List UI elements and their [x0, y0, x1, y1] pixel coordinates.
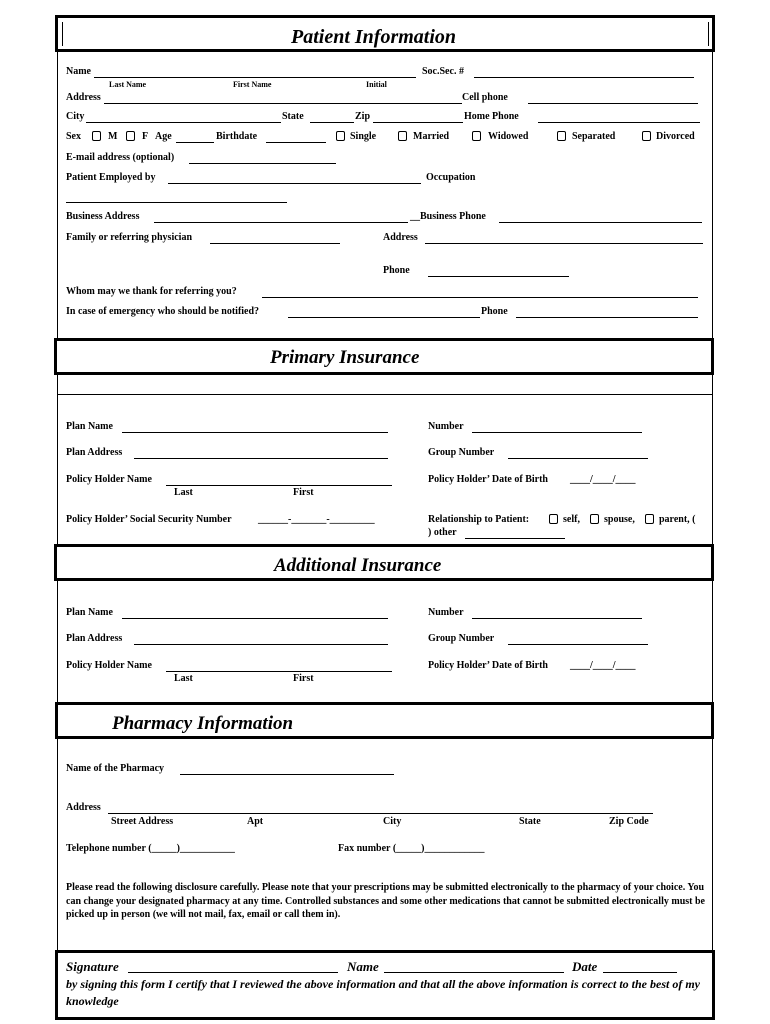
left-rule [62, 22, 63, 46]
signature-name-field[interactable] [384, 972, 564, 973]
physician-address-field[interactable] [425, 243, 703, 244]
name-field[interactable] [94, 77, 416, 78]
section-border-right [712, 52, 713, 340]
birthdate-label: Birthdate [216, 131, 258, 142]
sex-label: Sex [66, 131, 81, 142]
relationship-other-field[interactable] [465, 538, 565, 539]
employed-by-label: Patient Employed by [66, 172, 156, 183]
state-caption: State [519, 816, 541, 827]
last-name-caption: Last Name [109, 80, 147, 89]
fax-number-field[interactable]: Fax number (_____)____________ [338, 843, 485, 854]
signature-field[interactable] [128, 972, 338, 973]
city-field[interactable] [86, 122, 281, 123]
occupation-field[interactable] [66, 202, 287, 203]
section-border-left [57, 52, 58, 340]
apt-caption: Apt [247, 816, 264, 827]
physician-phone-field[interactable] [428, 276, 569, 277]
signature-name-label: Name [347, 959, 379, 974]
additional-group-number-field[interactable] [508, 644, 648, 645]
first-name-caption: First Name [233, 80, 272, 89]
additional-plan-address-field[interactable] [134, 644, 388, 645]
city-label: City [66, 111, 85, 122]
age-label: Age [155, 131, 172, 142]
zip-label: Zip [355, 111, 371, 122]
relationship-parent-label: parent, ( [659, 514, 696, 525]
sex-m-checkbox[interactable] [92, 131, 101, 141]
pharmacy-address-label: Address [66, 802, 101, 813]
separated-label: Separated [572, 131, 616, 142]
signature-date-field[interactable] [603, 972, 677, 973]
divorced-checkbox[interactable] [642, 131, 651, 141]
primary-ssn-label: Policy Holder’ Social Security Number [66, 514, 232, 525]
additional-holder-dob-field[interactable]: ____/____/____ [570, 660, 636, 671]
additional-last-caption: Last [174, 673, 193, 684]
primary-plan-name-field[interactable] [122, 432, 388, 433]
primary-holder-dob-label: Policy Holder’ Date of Birth [428, 474, 548, 485]
additional-first-caption: First [293, 673, 314, 684]
business-phone-label: __Business Phone [410, 211, 486, 222]
zip-field[interactable] [373, 122, 463, 123]
birthdate-field[interactable] [266, 142, 326, 143]
disclosure-text: Please read the following disclosure carefully. Please note that your prescriptions may be submitted electronically to the pharmacy of your choice. You can change your designated pharmacy at any time. Controlled substances and some other medications that cannot be submitted electronically must be picked up in person (we will not mail, fax, email or call them in). [66, 882, 705, 920]
cell-phone-label: Cell phone [462, 92, 508, 103]
additional-plan-name-field[interactable] [122, 618, 388, 619]
referral-label: Whom may we thank for referring you? [66, 286, 237, 297]
divorced-label: Divorced [656, 131, 695, 142]
pharmacy-name-field[interactable] [180, 774, 394, 775]
relationship-parent-checkbox[interactable] [645, 514, 654, 524]
physician-phone-label: Phone [383, 265, 410, 276]
relationship-other-label: ) other [428, 527, 457, 538]
occupation-label: Occupation [426, 172, 476, 183]
additional-holder-name-label: Policy Holder Name [66, 660, 152, 671]
primary-plan-address-field[interactable] [134, 458, 388, 459]
section-border-right [712, 375, 713, 545]
sex-f-checkbox[interactable] [126, 131, 135, 141]
email-label: E-mail address (optional) [66, 152, 175, 163]
primary-last-caption: Last [174, 487, 193, 498]
email-field[interactable] [189, 163, 336, 164]
address-label: Address [66, 92, 101, 103]
employed-by-field[interactable] [168, 183, 421, 184]
socsec-field[interactable] [474, 77, 694, 78]
home-phone-label: Home Phone [464, 111, 519, 122]
primary-plan-name-label: Plan Name [66, 421, 113, 432]
primary-holder-name-label: Policy Holder Name [66, 474, 152, 485]
single-label: Single [350, 131, 377, 142]
primary-plan-address-label: Plan Address [66, 447, 123, 458]
business-address-field[interactable] [154, 222, 408, 223]
section-border-right [712, 581, 713, 703]
socsec-label: Soc.Sec. # [422, 66, 464, 77]
pharmacy-name-label: Name of the Pharmacy [66, 763, 165, 774]
relationship-spouse-checkbox[interactable] [590, 514, 599, 524]
right-rule [708, 22, 709, 46]
business-phone-field[interactable] [499, 222, 702, 223]
state-label: State [282, 111, 304, 122]
section-divider [57, 394, 712, 395]
emergency-contact-label: In case of emergency who should be notified? [66, 306, 260, 317]
primary-holder-dob-field[interactable]: ____/____/____ [570, 474, 636, 485]
additional-plan-name-label: Plan Name [66, 607, 113, 618]
street-address-caption: Street Address [111, 816, 174, 827]
emergency-contact-field[interactable] [288, 317, 480, 318]
state-field[interactable] [310, 122, 354, 123]
sex-m-label: M [108, 131, 118, 142]
primary-group-number-field[interactable] [508, 458, 648, 459]
name-label: Name [66, 66, 91, 77]
signature-date-label: Date [572, 959, 598, 974]
section-border-left [57, 739, 58, 951]
section-border-right [712, 739, 713, 951]
home-phone-field[interactable] [538, 122, 700, 123]
widowed-label: Widowed [488, 131, 529, 142]
physician-field[interactable] [210, 243, 340, 244]
primary-first-caption: First [293, 487, 314, 498]
additional-number-label: Number [428, 607, 464, 618]
primary-number-field[interactable] [472, 432, 642, 433]
additional-insurance-heading: Additional Insurance [274, 555, 442, 576]
additional-group-number-label: Group Number [428, 633, 495, 644]
physician-address-label: Address [383, 232, 418, 243]
city-caption: City [383, 816, 402, 827]
section-border-left [57, 375, 58, 545]
additional-number-field[interactable] [472, 618, 642, 619]
sex-f-label: F [142, 131, 149, 142]
patient-information-heading: Patient Information [291, 26, 457, 48]
separated-checkbox[interactable] [557, 131, 566, 141]
section-border-left [57, 581, 58, 703]
single-checkbox[interactable] [336, 131, 345, 141]
telephone-number-field[interactable]: Telephone number (_____)___________ [66, 843, 235, 854]
address-field[interactable] [104, 103, 462, 104]
referral-field[interactable] [262, 297, 698, 298]
age-field[interactable] [176, 142, 214, 143]
additional-plan-address-label: Plan Address [66, 633, 123, 644]
additional-holder-name-field[interactable] [166, 671, 392, 672]
cell-phone-field[interactable] [528, 103, 698, 104]
relationship-self-checkbox[interactable] [549, 514, 558, 524]
signature-label: Signature [66, 959, 119, 974]
initial-caption: Initial [366, 80, 387, 89]
business-address-label: Business Address [66, 211, 140, 222]
married-label: Married [413, 131, 450, 142]
primary-group-number-label: Group Number [428, 447, 495, 458]
emergency-phone-label: Phone [481, 306, 508, 317]
widowed-checkbox[interactable] [472, 131, 481, 141]
zip-code-caption: Zip Code [609, 816, 649, 827]
pharmacy-address-field[interactable] [108, 813, 653, 814]
emergency-phone-field[interactable] [516, 317, 698, 318]
primary-holder-name-field[interactable] [166, 485, 392, 486]
relationship-label: Relationship to Patient: [428, 514, 530, 525]
pharmacy-information-heading: Pharmacy Information [112, 713, 294, 734]
additional-holder-dob-label: Policy Holder’ Date of Birth [428, 660, 548, 671]
physician-label: Family or referring physician [66, 232, 193, 243]
primary-number-label: Number [428, 421, 464, 432]
relationship-self-label: self, [563, 514, 580, 525]
relationship-spouse-label: spouse, [604, 514, 635, 525]
primary-insurance-heading: Primary Insurance [270, 347, 420, 368]
married-checkbox[interactable] [398, 131, 407, 141]
certification-text: by signing this form I certify that I reviewed the above information and that all the above information is correct to the best of my knowledge [66, 977, 700, 1008]
primary-ssn-field[interactable]: ______-_______-_________ [258, 514, 375, 525]
